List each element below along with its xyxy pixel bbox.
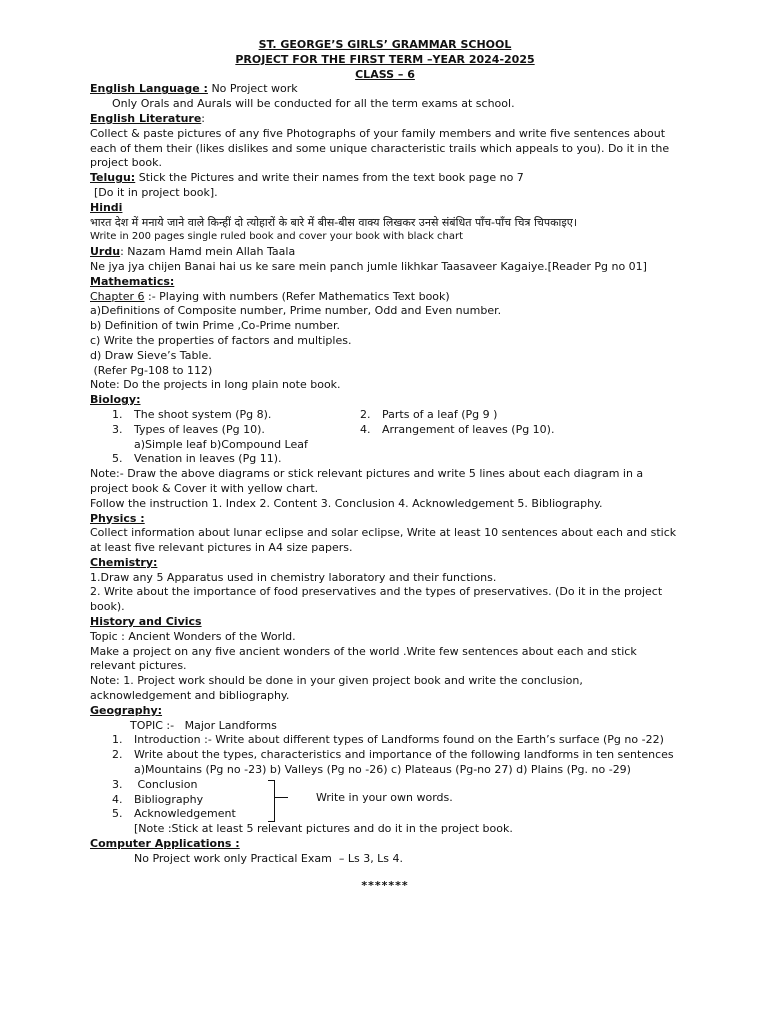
urdu-heading: Urdu [90,245,121,259]
hindi-text: भारत देश में मनाये जाने वाले किन्हीं दो त्योहारों के बारे में बीस-बीस वाक्य लिखकर उनसे संबंधित पाँच-पाँच चित्र चिपकाइए। [90,215,578,229]
list-number: 2. [360,407,371,421]
list-number: 1. [112,733,123,747]
list-number: 3. [112,422,123,436]
list-number: 5. [112,452,123,466]
mathematics-chapter-rest: :- Playing with numbers (Refer Mathematics Text book) [147,289,450,303]
computer-text: No Project work only Practical Exam – Ls 3, Ls 4. [134,851,404,865]
list-item: Introduction :- Write about different types of Landforms found on the Earth’s surface (Pg no -22) [134,733,664,747]
computer-heading: Computer Applications : [90,837,240,851]
mathematics-item: a)Definitions of Composite number, Prime number, Odd and Even number. [90,304,502,318]
english-literature-text: Collect & paste pictures of any five Photographs of your family members and write five sentences about each of them their (likes dislikes and some unique characteristic trails which appeals to you). Do it in the project book. [90,126,670,170]
geography-note: [Note :Stick at least 5 relevant pictures and do it in the project book. [134,822,513,836]
list-item: Conclusion [134,777,198,791]
telugu-heading: Telugu: [90,171,136,185]
geography-heading: Geography: [90,703,163,717]
chemistry-item: 2. Write about the importance of food preservatives and the types of preservatives. (Do it in the project book). [90,585,663,614]
geography-list-item [90,733,680,748]
biology-heading: Biology: [90,393,141,407]
english-literature-heading-row: English Literature: [90,111,206,125]
list-item: Venation in leaves (Pg 11). [134,452,282,466]
english-language-note: Only Orals and Aurals will be conducted for all the term exams at school. [112,97,515,111]
geography-own-words: Write in your own words. [316,790,453,804]
list-number: 1. [112,407,123,421]
school-name: ST. GEORGE’S GIRLS’ GRAMMAR SCHOOL [258,38,512,51]
mathematics-chapter: Chapter 6 [90,289,145,303]
list-item: The shoot system (Pg 8). [134,407,272,421]
chemistry-heading: Chemistry: [90,555,158,569]
english-language-row [90,82,680,97]
mathematics-item: c) Write the properties of factors and multiples. [90,333,352,347]
list-item: Types of leaves (Pg 10). [134,422,265,436]
mathematics-heading: Mathematics: [90,274,175,288]
mathematics-item: b) Definition of twin Prime ,Co-Prime number. [90,319,340,333]
list-item: Write about the types, characteristics and importance of the following landforms in ten sentences a)Mountains (Pg no -23) b) Valleys (Pg no -26) c) Plateaus (Pg-no 27) d) Plains (Pg. no -29) [134,748,674,777]
biology-list-row [90,452,680,467]
document-page [90,38,680,892]
telugu-note: [Do it in project book]. [94,185,218,199]
list-item: Bibliography [134,792,204,806]
history-note: Note: 1. Project work should be done in your given project book and write the conclusion, acknowledgement and bibliography. [90,674,583,703]
biology-instruction: Follow the instruction 1. Index 2. Content 3. Conclusion 4. Acknowledgement 5. Bibliography. [90,496,603,510]
chemistry-item: 1.Draw any 5 Apparatus used in chemistry laboratory and their functions. [90,570,497,584]
footer-stars: ******* [361,878,409,892]
biology-note: Note:- Draw the above diagrams or stick relevant pictures and write 5 lines about each diagram in a project book & Cover it with yellow chart. [90,467,644,495]
biology-subitem: a)Simple leaf b)Compound Leaf [134,437,308,451]
physics-heading: Physics : [90,511,145,525]
mathematics-item: d) Draw Sieve’s Table. [90,348,212,362]
urdu-text: Ne jya jya chijen Banai hai us ke sare mein panch jumle likhkar Taasaveer Kagaiye.[Reader Pg no 01] [90,259,647,273]
bracket-dash [274,797,288,798]
hindi-heading: Hindi [90,200,123,214]
list-number: 5. [112,807,123,821]
biology-list-row [90,423,680,438]
geography-topic: TOPIC :- Major Landforms [130,718,277,732]
mathematics-item: (Refer Pg-108 to 112) [90,363,213,377]
biology-list-row [90,408,680,423]
history-heading: History and Civics [90,615,202,629]
urdu-row [90,245,680,260]
list-item: Acknowledgement [134,807,236,821]
hindi-note: Write in 200 pages single ruled book and cover your book with black chart [90,231,464,243]
geography-closing-group [90,778,680,822]
list-number: 4. [360,422,371,436]
physics-text: Collect information about lunar eclipse and solar eclipse, Write at least 10 sentences about each and stick at least five relevant pictures in A4 size papers. [90,526,677,555]
telugu-row [90,171,680,186]
mathematics-chapter-row [90,290,680,305]
history-topic: Topic : Ancient Wonders of the World. [90,629,296,643]
list-number: 3. [112,777,123,791]
urdu-topic: : Nazam Hamd mein Allah Taala [120,245,296,259]
mathematics-note: Note: Do the projects in long plain note book. [90,378,341,392]
list-number: 2. [112,748,123,762]
list-item: Arrangement of leaves (Pg 10). [382,422,555,436]
geography-list-item [90,807,680,822]
geography-list-item [90,748,680,778]
english-language-heading: English Language : [90,82,208,96]
history-text: Make a project on any five ancient wonders of the world .Write few sentences about each and stick relevant pictures. [90,644,637,673]
english-language-value: No Project work [211,82,298,96]
list-number: 4. [112,792,123,806]
english-literature-heading: English Literature [90,111,202,125]
telugu-text: Stick the Pictures and write their names from the text book page no 7 [138,171,524,185]
class-title: CLASS – 6 [355,67,415,81]
project-title: PROJECT FOR THE FIRST TERM –YEAR 2024-2025 [235,52,535,66]
list-item: Parts of a leaf (Pg 9 ) [382,407,498,421]
bracket-mark [268,780,275,822]
